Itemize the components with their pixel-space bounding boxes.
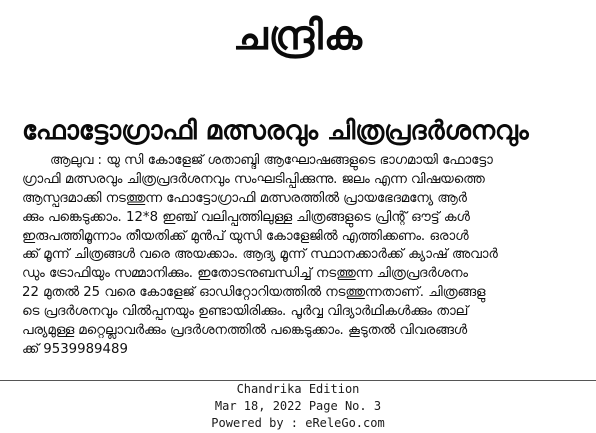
powered-by-text: Powered by : eReleGo.com xyxy=(211,416,385,430)
article-line: 22 മുതൽ 25 വരെ കോളേജ് ഓഡിറ്റോറിയത്തിൽ നടത്തുന്നതാണ്. ചിത്രങ്ങളു xyxy=(22,285,486,301)
article-line: ആലുവ : യു സി കോളേജ് ശതാബ്ദി ആഘോഷങ്ങളുടെ ഭാഗമായി ഫോട്ടോ xyxy=(50,153,493,168)
article-body xyxy=(22,152,584,360)
article-line: ഡും ട്രോഫിയും സമ്മാനിക്കും. ഇതോടനുബന്ധിച്ച് നടത്തുന്ന ചിത്രപ്രദർശനം xyxy=(22,266,468,282)
edition-name: Chandrika Edition xyxy=(236,382,360,396)
newspaper-masthead: ചന്ദ്രിക xyxy=(233,13,363,59)
article-line: ഇരുപത്തിമൂന്നാം തീയതിക്ക് മുൻപ് യുസി കോളേജിൽ എത്തിക്കണം. ഒരാൾ xyxy=(22,228,469,244)
article-headline: ഫോട്ടോഗ്രാഫി മത്സരവും ചിത്രപ്രദർശനവും xyxy=(22,116,529,146)
article-line: ടെ പ്രദർശനവും വിൽപ്പനയും ഉണ്ടായിരിക്കും. പൂർവ്വ വിദ്യാർഥികൾക്കും താല് xyxy=(22,304,469,320)
edition-date-page: Mar 18, 2022 Page No. 3 xyxy=(214,399,382,413)
article-line: ക്കും പങ്കെടുക്കാം. 12*8 ഇഞ്ച് വലിപ്പത്തിലുള്ള ചിത്രങ്ങളുടെ പ്രിന്റ് ഔട്ട് കൾ xyxy=(22,209,470,225)
article-line: ക്ക് മൂന്ന് ചിത്രങ്ങൾ വരെ അയക്കാം. ആദ്യ മൂന്ന് സ്ഥാനക്കാർക്ക് ക്യാഷ് അവാർ xyxy=(22,247,498,263)
article-line: ഗ്രാഫി മത്സരവും ചിത്രപ്രദർശനവും സംഘടിപ്പിക്കുന്നു. ജലം എന്ന വിഷയത്തെ xyxy=(22,171,485,187)
article-line: പര്യമുള്ള മറ്റെല്ലാവർക്കും പ്രദർശനത്തിൽ പങ്കെടുക്കാം. കൂടുതൽ വിവരങ്ങൾ xyxy=(22,323,467,339)
footer-credits xyxy=(0,381,596,432)
article-line: ആസ്പദമാക്കി നടത്തുന്ന ഫോട്ടോഗ്രാഫി മത്സരത്തിൽ പ്രായഭേദമന്യേ ആർ xyxy=(22,190,467,206)
article-line: ക്ക് 9539989489 xyxy=(22,341,128,357)
